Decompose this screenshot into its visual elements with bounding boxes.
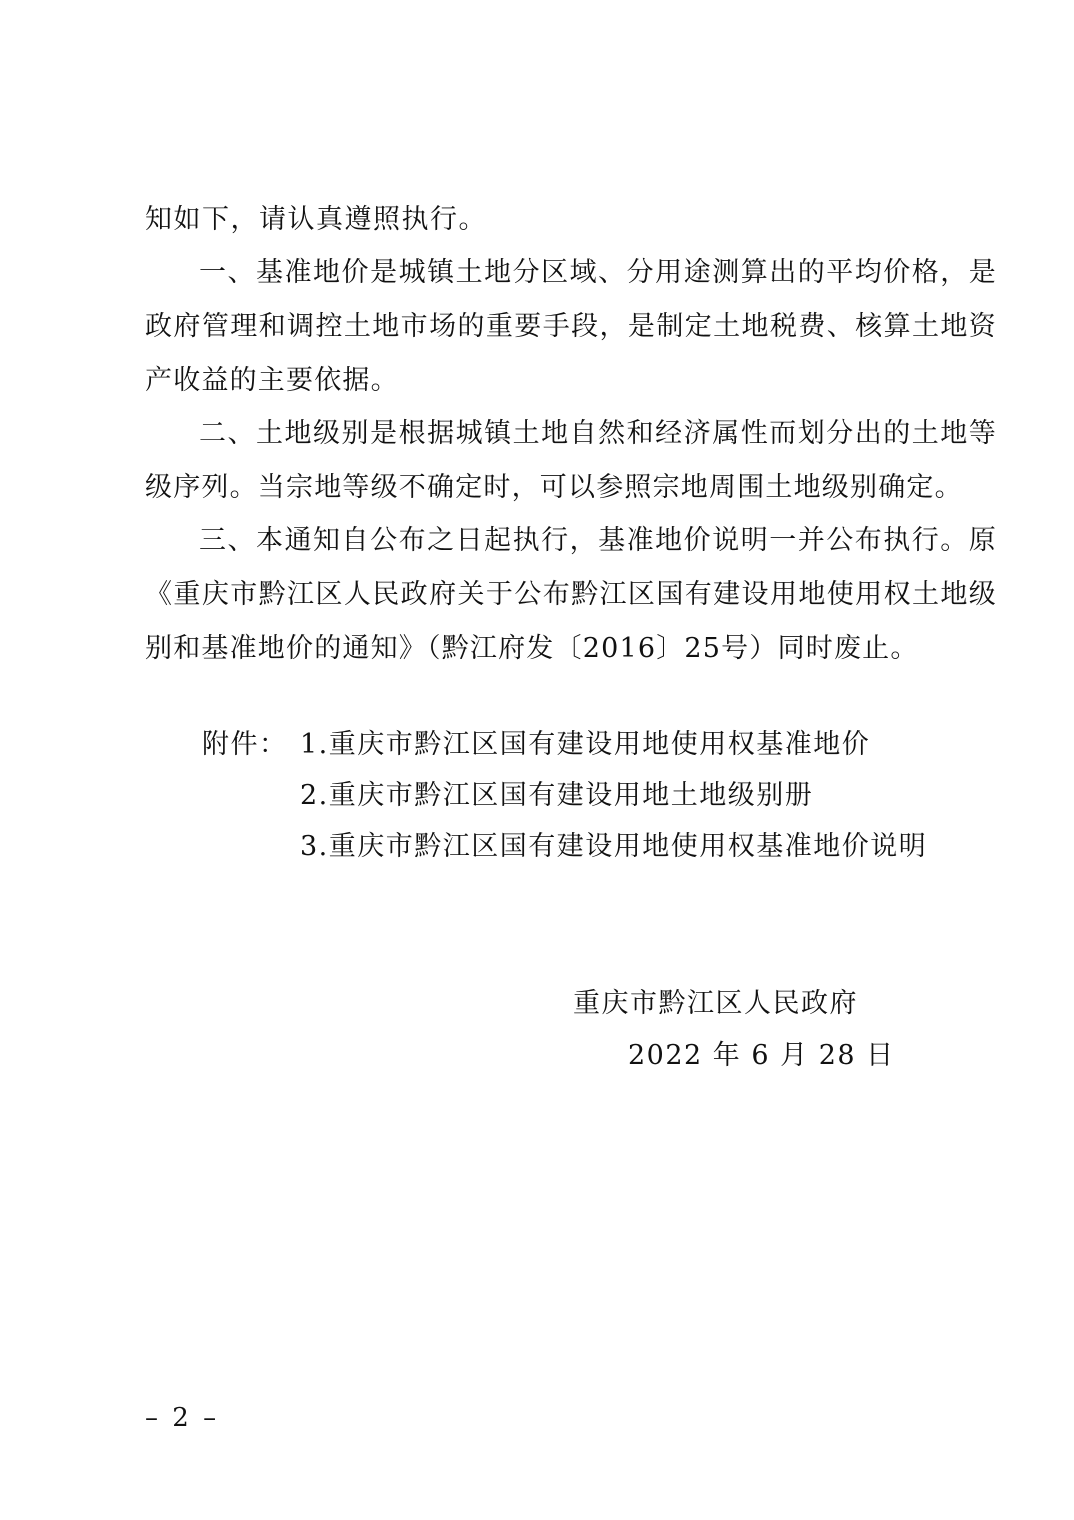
paragraph-land-grade: 二、土地级别是根据城镇土地自然和经济属性而划分出的土地等级序列。当宗地等级不确定时，可以参照宗地周围土地级别确定。 xyxy=(145,418,997,503)
paragraph-effective-date: 三、本通知自公布之日起执行，基准地价说明一并公布执行。原《重庆市黔江区人民政府关于公布黔江区国有建设用地使用权土地级别和基准地价的通知》（黔江府发〔2016〕25号）同时废止。 xyxy=(145,525,997,664)
paragraph-benchmark-price: 一、基准地价是城镇土地分区域、分用途测算出的平均价格，是政府管理和调控土地市场的重要手段，是制定土地税费、核算土地资产收益的主要依据。 xyxy=(145,257,997,396)
attachment-item-3: 3.重庆市黔江区国有建设用地使用权基准地价说明 xyxy=(300,831,928,862)
attachments-label: 附件： xyxy=(202,729,288,760)
attachment-item-2: 2.重庆市黔江区国有建设用地土地级别册 xyxy=(300,780,814,811)
page-number: – 2 – xyxy=(145,1403,220,1433)
continuation-line: 知如下，请认真遵照执行。 xyxy=(145,204,487,235)
attachment-item-1: 1.重庆市黔江区国有建设用地使用权基准地价 xyxy=(300,729,871,760)
issuer-signature: 重庆市黔江区人民政府 xyxy=(573,988,858,1019)
issue-date: 2022 年 6 月 28 日 xyxy=(628,1040,895,1071)
